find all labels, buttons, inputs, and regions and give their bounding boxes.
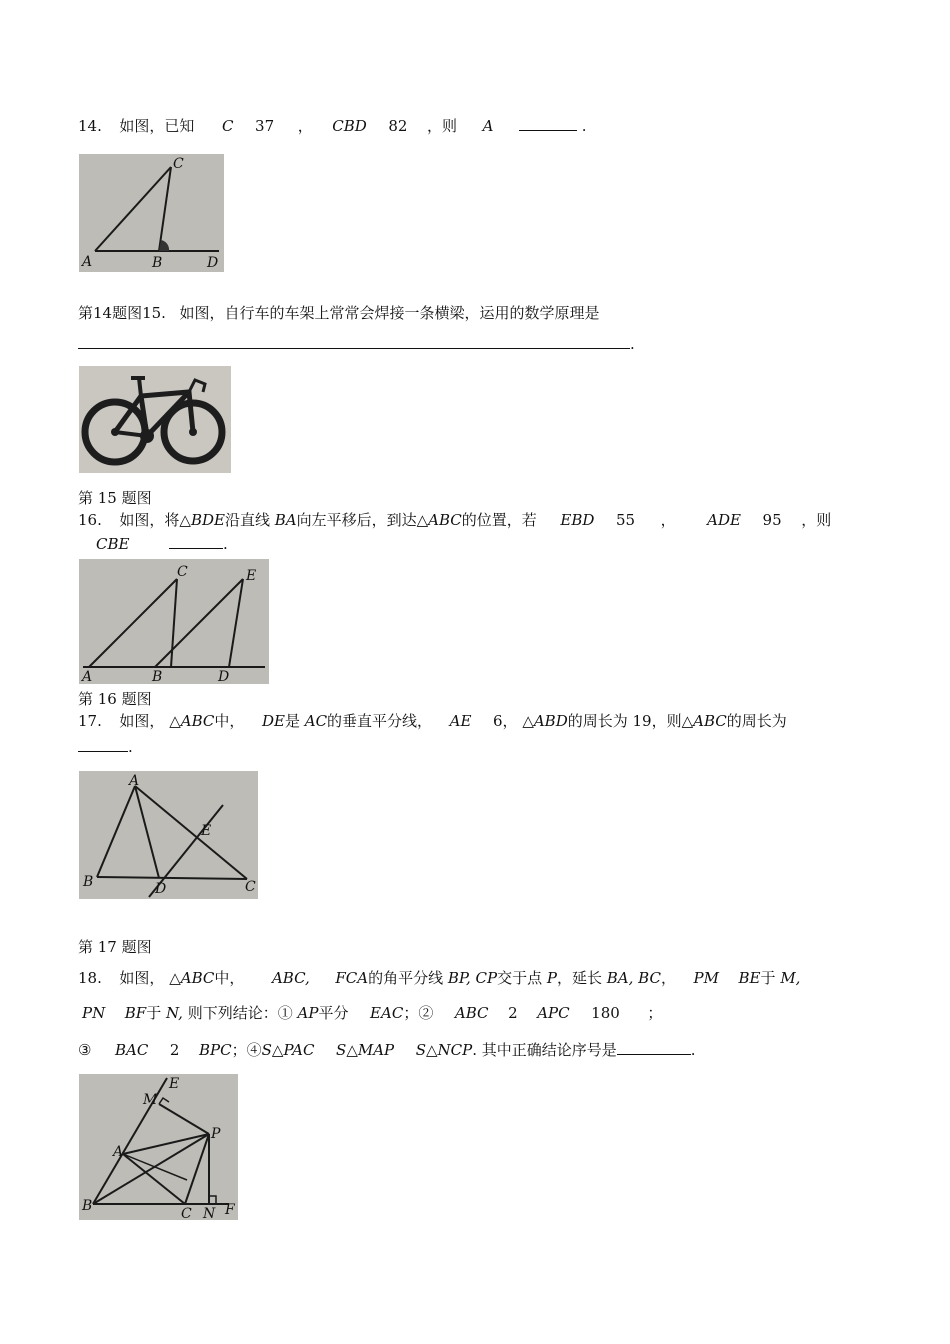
angle-name: ABC, xyxy=(271,969,310,987)
answer-blank[interactable] xyxy=(169,534,223,549)
line-name: BA, BC xyxy=(606,969,661,987)
question-text: 的角平分线 xyxy=(368,969,444,987)
area-term: S△NCP xyxy=(415,1041,473,1059)
point-label-n: N xyxy=(203,1206,216,1220)
figure-caption: 第 17 题图 xyxy=(78,938,152,956)
point-label-d: D xyxy=(155,881,167,897)
question-text: 如图， xyxy=(119,712,165,730)
point-label-c: C xyxy=(245,879,256,895)
angle-value: 37 xyxy=(255,117,275,135)
q18-line-2 xyxy=(82,1003,662,1023)
q16-line xyxy=(78,510,831,530)
q15-answer-line xyxy=(78,334,635,354)
point-label-c: C xyxy=(173,156,184,172)
q18-line-3 xyxy=(78,1040,696,1060)
q17-caption xyxy=(78,937,152,957)
triangle-name: △ABD xyxy=(522,712,568,730)
answer-blank[interactable] xyxy=(78,737,128,752)
triangle-name: △ABC xyxy=(169,712,215,730)
angle-name: C xyxy=(222,117,234,135)
angle-name: APC xyxy=(537,1004,570,1022)
angle-name: BAC xyxy=(115,1041,149,1059)
question-text: 向左平移后，到达△ xyxy=(296,511,429,529)
question-text: 的周长为 19，则△ xyxy=(567,712,694,730)
point-label-b: B xyxy=(82,1198,93,1214)
question-text: 如图，自行车的车架上常常会焊接一条横梁，运用的数学原理是 xyxy=(179,304,600,322)
q16-figure xyxy=(79,559,269,684)
question-text: 则下列结论：① xyxy=(187,1004,293,1022)
q18-line xyxy=(78,968,800,988)
angle-name: EBD xyxy=(560,511,595,529)
angle-value: 95 xyxy=(762,511,782,529)
angle-name: ABC xyxy=(454,1004,489,1022)
line-name: BP, CP xyxy=(447,969,498,987)
answer-blank[interactable] xyxy=(78,334,630,349)
area-term: S△MAP xyxy=(336,1041,395,1059)
q14-figure xyxy=(79,154,224,272)
angle-name: A xyxy=(482,117,494,135)
question-text: 中， xyxy=(214,712,245,730)
angle-name: ADE xyxy=(707,511,741,529)
punct: ， xyxy=(297,117,313,135)
q15-line xyxy=(78,303,600,323)
question-text: 的周长为 xyxy=(726,712,787,730)
answer-blank[interactable] xyxy=(617,1040,691,1055)
point-label-b: B xyxy=(83,874,94,890)
punct: . xyxy=(223,535,228,553)
question-text: . 其中正确结论序号是 xyxy=(472,1041,617,1059)
question-text: 于 xyxy=(760,969,776,987)
point-label-a: A xyxy=(82,669,93,684)
segment-value: 6， xyxy=(492,712,518,730)
point-label-b: B xyxy=(152,255,163,271)
punct: . xyxy=(128,738,133,756)
angle-value: 180 xyxy=(591,1004,620,1022)
q16-caption xyxy=(78,689,152,709)
point-label-c: C xyxy=(181,1206,192,1220)
q16-line-2 xyxy=(96,534,228,554)
triangle-name: ABC xyxy=(693,712,727,730)
question-text: 于 xyxy=(146,1004,162,1022)
segment-name: AE xyxy=(449,712,472,730)
question-text: 如图，已知 xyxy=(119,117,195,135)
segment-name: AC xyxy=(304,712,328,730)
point-label-c: C xyxy=(177,564,188,580)
question-number: 18. xyxy=(78,969,102,987)
q17-line-2 xyxy=(78,737,133,757)
question-number: 15. xyxy=(142,304,166,322)
angle-name: FCA xyxy=(335,969,369,987)
segment-name: DE xyxy=(261,712,285,730)
point-label-a: A xyxy=(113,1144,124,1160)
question-text: 如图，将△ xyxy=(119,511,191,529)
q15-caption xyxy=(78,488,152,508)
triangle-name: △ABC xyxy=(169,969,215,987)
question-text: 中， xyxy=(214,969,245,987)
point-label-d: D xyxy=(218,669,230,684)
punct: ， xyxy=(660,511,676,529)
figure-caption: 第 15 题图 xyxy=(78,489,152,507)
answer-blank[interactable] xyxy=(519,116,577,131)
line-name: BE xyxy=(738,969,761,987)
angle-value: 82 xyxy=(388,117,408,135)
point-label-b: B xyxy=(152,669,163,684)
segment-name: PN xyxy=(82,1004,106,1022)
point-name: P xyxy=(546,969,557,987)
q15-bicycle-figure xyxy=(79,366,231,473)
question-text: ，则 xyxy=(427,117,458,135)
punct: . xyxy=(581,117,587,135)
coefficient: 2 xyxy=(169,1041,180,1059)
q14-line xyxy=(78,116,587,136)
triangle-name: ABC xyxy=(428,511,462,529)
question-text: 如图， xyxy=(119,969,165,987)
q17-line xyxy=(78,711,787,731)
question-text: 是 xyxy=(284,712,300,730)
point-label-a: A xyxy=(82,254,93,270)
question-number: 17. xyxy=(78,712,102,730)
point-label-a: A xyxy=(129,773,140,789)
question-text: ；② xyxy=(403,1004,434,1022)
question-number: 16. xyxy=(78,511,102,529)
question-text: 交于点 xyxy=(497,969,543,987)
point-label-e: E xyxy=(169,1076,180,1092)
question-number: 14. xyxy=(78,117,102,135)
area-term: S△PAC xyxy=(261,1041,315,1059)
angle-name: EAC xyxy=(370,1004,404,1022)
angle-name: BPC xyxy=(199,1041,232,1059)
angle-value: 55 xyxy=(615,511,636,529)
question-text: 沿直线 xyxy=(224,511,270,529)
line-name: AP xyxy=(297,1004,319,1022)
point-label-p: P xyxy=(211,1126,221,1142)
question-text: 的垂直平分线， xyxy=(327,712,433,730)
point-name: N, xyxy=(166,1004,183,1022)
point-label-m: M xyxy=(143,1092,158,1108)
question-text: ；④ xyxy=(231,1041,262,1059)
point-label-e: E xyxy=(246,568,257,584)
point-label-f: F xyxy=(225,1202,235,1218)
punct: . xyxy=(690,1041,696,1059)
punct: ， xyxy=(660,969,676,987)
angle-name: CBD xyxy=(332,117,367,135)
question-text: 平分 xyxy=(318,1004,349,1022)
line-name: BA xyxy=(274,511,297,529)
point-label-d: D xyxy=(207,255,219,271)
coefficient: 2 xyxy=(508,1004,518,1022)
q18-figure xyxy=(79,1074,238,1220)
figure-caption: 第14题图 xyxy=(78,304,143,322)
punct: ； xyxy=(647,1004,663,1022)
triangle-name: BDE xyxy=(190,511,225,529)
q17-figure xyxy=(79,771,258,899)
angle-name: CBE xyxy=(96,535,130,553)
item-marker: ③ xyxy=(78,1041,92,1059)
question-text: ，延长 xyxy=(556,969,602,987)
point-name: M, xyxy=(780,969,801,987)
line-name: BF xyxy=(124,1004,147,1022)
figure-caption: 第 16 题图 xyxy=(78,690,152,708)
punct: . xyxy=(630,335,635,353)
segment-name: PM xyxy=(693,969,719,987)
question-text: ，则 xyxy=(801,511,832,529)
point-label-e: E xyxy=(201,823,212,839)
question-text: 的位置，若 xyxy=(461,511,537,529)
